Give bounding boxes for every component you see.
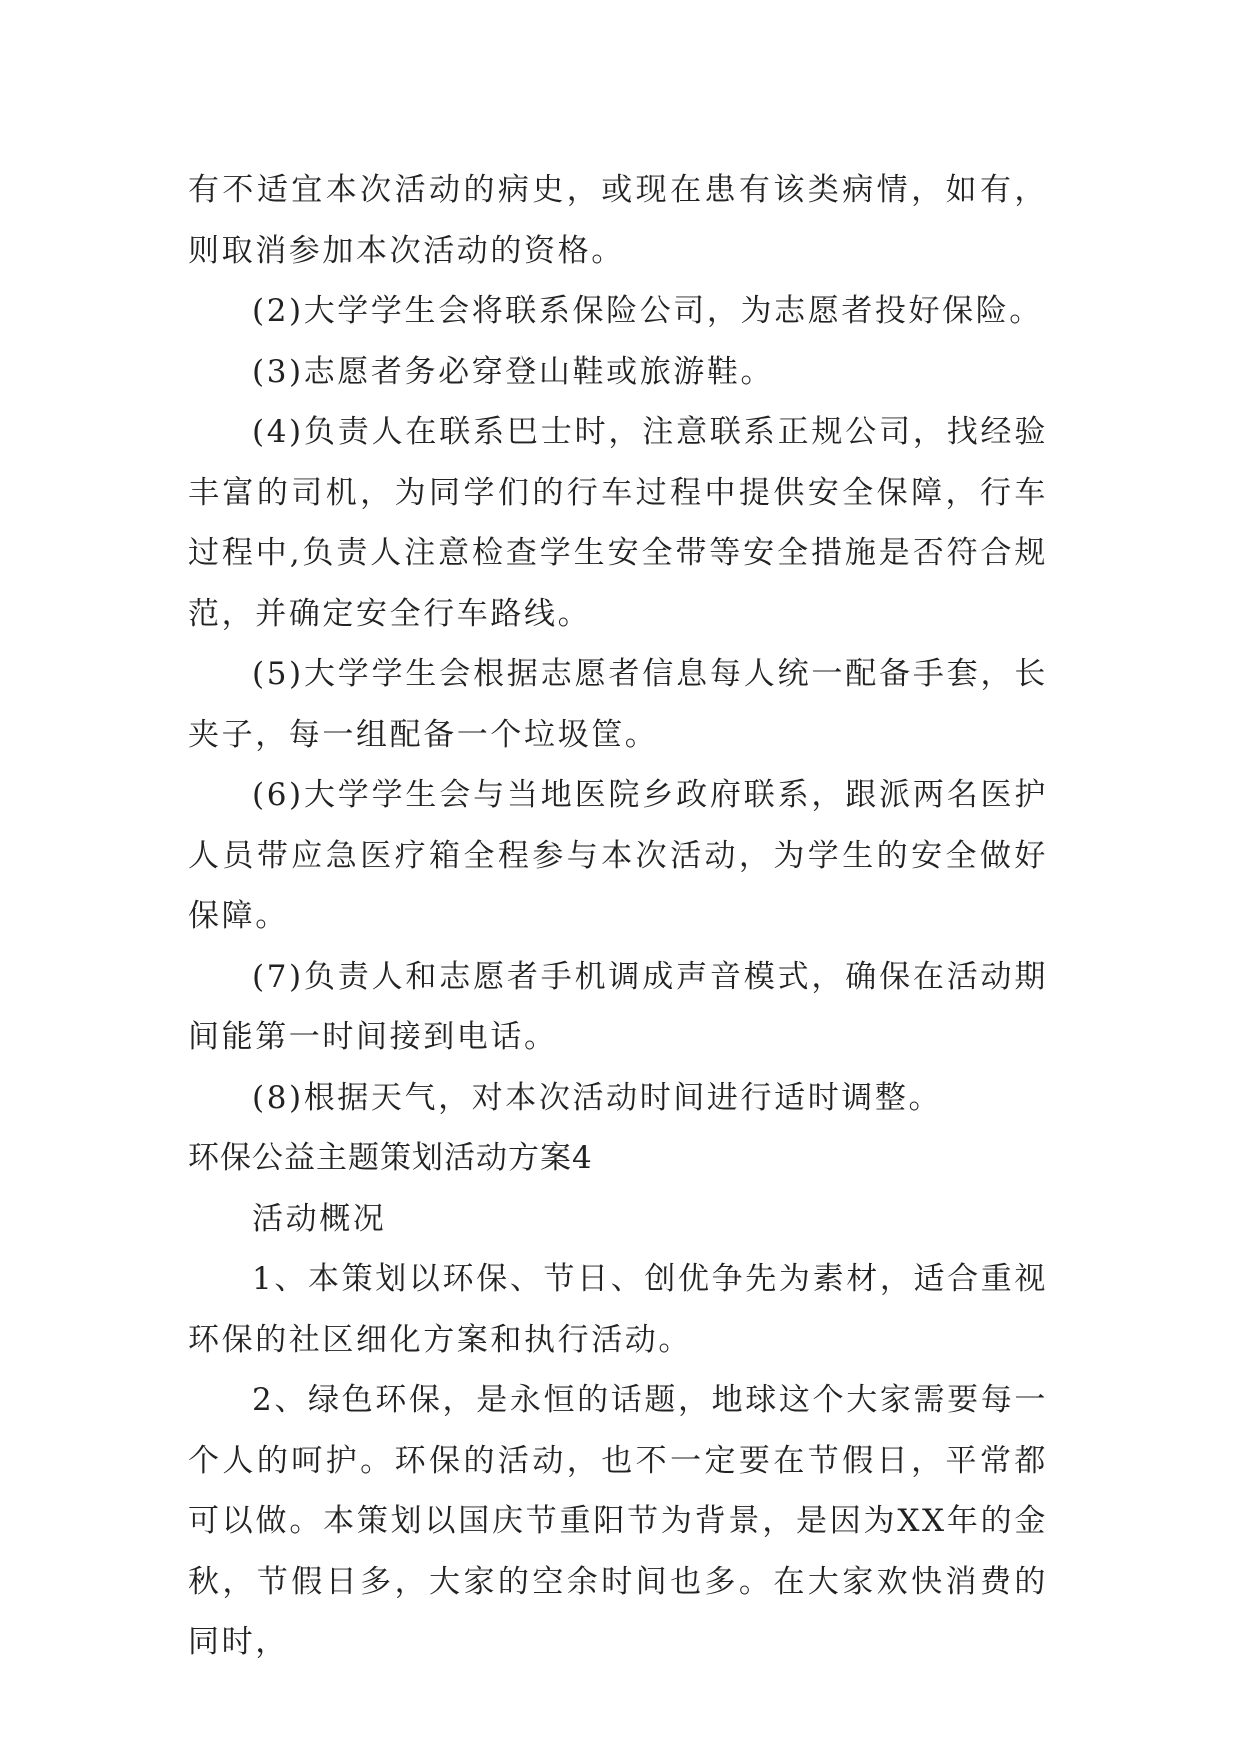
- paragraph-item-7: (7)负责人和志愿者手机调成声音模式，确保在活动期间能第一时间接到电话。: [188, 958, 1048, 1055]
- paragraph-item-8: (8)根据天气，对本次活动时间进行适时调整。: [252, 1079, 943, 1116]
- paragraph-item-2: (2)大学学生会将联系保险公司，为志愿者投好保险。: [252, 293, 1043, 329]
- paragraph-item-3: (3)志愿者务必穿登山鞋或旅游鞋。: [252, 353, 775, 390]
- section-subheading: 活动概况: [252, 1200, 387, 1237]
- section-heading: 环保公益主题策划活动方案4: [188, 1140, 593, 1176]
- overview-item-2: 2、绿色环保，是永恒的话题，地球这个大家需要每一个人的呵护。环保的活动，也不一定要在节假日，平常都可以做。本策划以国庆节重阳节为背景，是因为XX年的金秋，节假日多，大家的空余时间也多。在大家欢快消费的同时，: [188, 1382, 1048, 1660]
- paragraph-item-5: (5)大学学生会根据志愿者信息每人统一配备手套，长夹子，每一组配备一个垃圾筐。: [188, 656, 1048, 753]
- document-body: [188, 160, 1048, 1673]
- paragraph-continuation: 有不适宜本次活动的病史，或现在患有该类病情，如有，则取消参加本次活动的资格。: [188, 172, 1048, 269]
- overview-item-1: 1、本策划以环保、节日、创优争先为素材，适合重视环保的社区细化方案和执行活动。: [188, 1261, 1048, 1358]
- paragraph-item-6: (6)大学学生会与当地医院乡政府联系，跟派两名医护人员带应急医疗箱全程参与本次活动，为学生的安全做好保障。: [188, 777, 1048, 934]
- paragraph-item-4: (4)负责人在联系巴士时，注意联系正规公司，找经验丰富的司机，为同学们的行车过程中提供安全保障，行车过程中,负责人注意检查学生安全带等安全措施是否符合规范，并确定安全行车路线。: [188, 414, 1048, 632]
